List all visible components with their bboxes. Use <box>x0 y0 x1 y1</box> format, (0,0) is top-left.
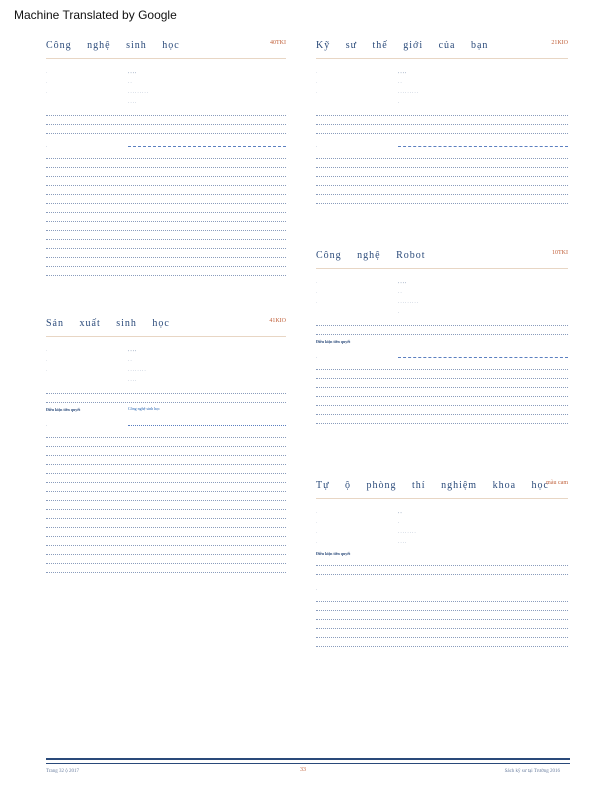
section-header <box>316 250 568 269</box>
course-meta: · · · · · · · · · · · · · · · · · · · · · <box>46 347 146 383</box>
prerequisite-label: Điều kiện tiên quyết <box>316 550 351 556</box>
prerequisite-label: Điều kiện tiên quyết <box>316 338 351 344</box>
section-code: 21KIO <box>551 40 568 46</box>
section-title: Công nghệ Robot <box>316 250 426 261</box>
prerequisite-row <box>316 547 568 557</box>
machine-translated-banner: Machine Translated by Google <box>14 8 177 22</box>
prerequisite-label: Điều kiện tiên quyết <box>46 406 81 412</box>
section-cong-nghe-sinh-hoc <box>46 40 286 276</box>
footer-left-text: Trang 32 ộ 2017 <box>46 769 80 774</box>
section-san-xuat-sinh-hoc <box>46 318 286 573</box>
section-title: Công nghệ sinh học <box>46 40 180 51</box>
section-title: Kỹ sư thế giới của bạn <box>316 40 489 51</box>
footer-right-text: Sách kỹ sư tại Trường 2016 <box>504 769 560 774</box>
section-tu-dong-phong-thi-nghiem <box>316 480 568 647</box>
section-header <box>316 480 568 499</box>
abstract-row: · <box>46 142 286 150</box>
section-code: 10TKI <box>552 250 568 256</box>
footer-rule <box>46 758 570 760</box>
course-meta: · · · · · · · · · · · · · · · · · · · <box>316 279 418 315</box>
abstract-row: · <box>316 142 568 150</box>
page-number: 33 <box>300 767 306 773</box>
section-code: màu cam <box>546 480 568 486</box>
abstract-row: · <box>46 421 286 429</box>
section-title: Sản xuất sinh học <box>46 318 170 329</box>
section-header <box>316 40 568 59</box>
section-code: 41KIO <box>269 318 286 324</box>
section-title: Tự ộ phòng thí nghiệm khoa học <box>316 480 549 491</box>
course-meta: · · · · · · · · · · · · · · · · · · · <box>316 69 418 105</box>
course-meta: · · · · · · · · · · · · · · · · · · · · · · <box>46 69 148 105</box>
course-meta: · · · · · · · · · · · · · · · · · · · <box>316 509 416 545</box>
section-header <box>46 318 286 337</box>
section-header <box>46 40 286 59</box>
prerequisite-row <box>316 335 568 345</box>
section-ky-su-the-gioi <box>316 40 568 204</box>
footer-rule-thin <box>46 763 570 764</box>
abstract-row: · <box>316 586 318 592</box>
section-cong-nghe-robot <box>316 250 568 424</box>
prerequisite-value: Công nghệ sinh học <box>128 405 160 411</box>
abstract-row: · <box>316 353 568 361</box>
prerequisite-row <box>46 403 286 413</box>
section-code: 40TKI <box>270 40 286 46</box>
